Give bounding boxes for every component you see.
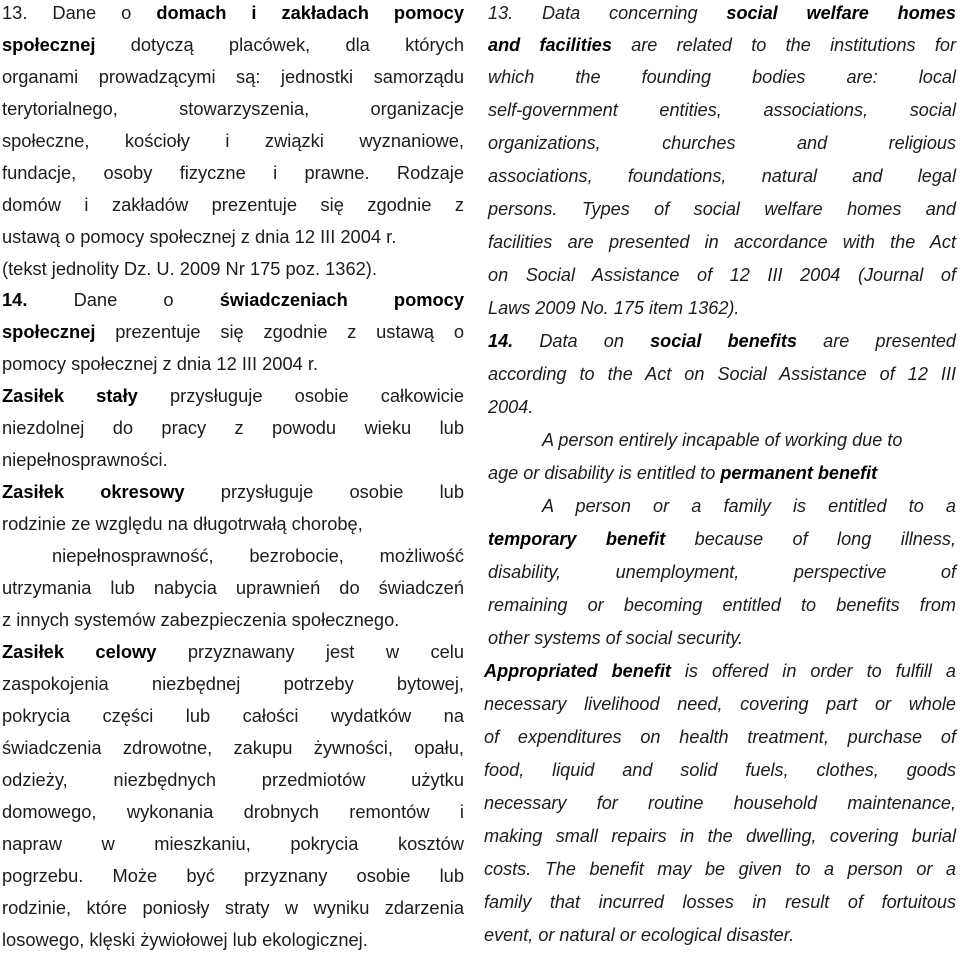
text-run: disability, unemployment, perspective of <box>488 562 956 582</box>
text-run: pokrycia części lub całości wydatków na <box>2 705 464 726</box>
bold-term: Zasiłek celowy <box>2 641 157 662</box>
text-run: losowego, klęski żywiołowej lub ekologicznej. <box>2 929 368 950</box>
text-run: 13. Dane o <box>2 2 157 23</box>
text-line <box>2 860 464 892</box>
text-run: organami prowadzącymi są: jednostki samorządu <box>2 66 464 87</box>
bold-term: 14. <box>2 289 28 310</box>
text-run: 13. Data concerning <box>488 3 727 23</box>
text-run: przysługuje osobie całkowicie <box>137 385 464 406</box>
text-line <box>488 193 956 225</box>
text-line <box>2 508 363 540</box>
bold-term: świadczeniach pomocy <box>219 289 464 310</box>
text-line <box>52 540 464 572</box>
text-run: przysługuje osobie lub <box>184 481 464 502</box>
text-line <box>2 924 368 956</box>
text-run: on Social Assistance of 12 III 2004 (Journal of <box>488 265 956 285</box>
text-line <box>2 29 464 61</box>
text-line <box>484 754 956 786</box>
text-run: niezdolnej do pracy z powodu wieku lub <box>2 417 464 438</box>
text-run: other systems of social security. <box>488 628 744 648</box>
text-run: because of long illness, <box>665 529 957 549</box>
text-run: is offered in order to fulfill a <box>670 661 956 681</box>
text-run: necessary for routine household maintenance, <box>484 793 956 813</box>
text-line <box>2 732 464 764</box>
text-line <box>488 556 956 588</box>
text-run: A person entirely incapable of working due to <box>542 430 903 450</box>
text-line <box>2 604 399 636</box>
text-line <box>488 622 743 654</box>
text-run: according to the Act on Social Assistance of 12 III <box>488 364 956 384</box>
text-run: pogrzebu. Może być przyznany osobie lub <box>2 865 464 886</box>
bold-term: Zasiłek stały <box>2 385 138 406</box>
text-run: are presented <box>796 331 956 351</box>
text-line <box>488 358 956 390</box>
text-run: z innych systemów zabezpieczenia społecznego. <box>2 609 400 630</box>
text-run: food, liquid and solid fuels, clothes, goods <box>484 760 956 780</box>
text-line <box>2 700 464 732</box>
text-run: persons. Types of social welfare homes and <box>488 199 956 219</box>
text-line <box>542 424 902 456</box>
text-line <box>542 490 956 522</box>
text-line <box>2 253 377 285</box>
text-line <box>488 29 956 61</box>
text-run: 2004. <box>488 397 534 417</box>
text-run: rodzinie, które poniosły straty w wyniku zdarzenia <box>2 897 464 918</box>
text-run: Laws 2009 No. 175 item 1362). <box>488 298 740 318</box>
text-line <box>484 886 956 918</box>
text-run: A person or a family is entitled to a <box>542 496 956 516</box>
text-run: odzieży, niezbędnych przedmiotów użytku <box>2 769 464 790</box>
text-line <box>2 892 464 924</box>
text-run: of expenditures on health treatment, purchase of <box>484 727 956 747</box>
text-run: utrzymania lub nabycia uprawnień do świadczeń <box>2 577 464 598</box>
text-line <box>484 721 956 753</box>
text-line <box>488 160 956 192</box>
text-run: self-government entities, associations, social <box>488 100 956 120</box>
text-line <box>2 189 464 221</box>
bold-term: social welfare homes <box>726 3 956 23</box>
bold-term: 14. <box>488 331 514 351</box>
text-run: domowego, wykonania drobnych remontów i <box>2 801 464 822</box>
text-line <box>2 157 464 189</box>
text-run: remaining or becoming entitled to benefits from <box>488 595 956 615</box>
text-line <box>488 391 533 423</box>
bold-term: Appropriated benefit <box>484 661 671 681</box>
text-run: domów i zakładów prezentuje się zgodnie z <box>2 194 464 215</box>
bold-term: permanent benefit <box>720 463 878 483</box>
text-line <box>488 259 956 291</box>
text-line <box>488 127 956 159</box>
text-run: zaspokojenia niezbędnej potrzeby bytowej, <box>2 673 464 694</box>
text-line <box>488 292 739 324</box>
text-line <box>488 325 956 357</box>
text-line <box>2 828 464 860</box>
text-line <box>484 853 956 885</box>
text-run: which the founding bodies are: local <box>488 67 956 87</box>
text-line <box>488 94 956 126</box>
text-line <box>484 655 956 687</box>
text-run: pomocy społecznej z dnia 12 III 2004 r. <box>2 353 319 374</box>
text-run: niepełnosprawność, bezrobocie, możliwość <box>52 545 464 566</box>
bold-term: temporary benefit <box>488 529 666 549</box>
text-line <box>488 457 877 489</box>
text-line <box>2 125 464 157</box>
text-run: necessary livelihood need, covering part or whole <box>484 694 956 714</box>
text-line <box>484 787 956 819</box>
text-line <box>2 572 464 604</box>
text-run: dotyczą placówek, dla których <box>95 34 464 55</box>
text-run: niepełnosprawności. <box>2 449 168 470</box>
bold-term: domach i zakładach pomocy <box>156 2 464 23</box>
text-run: rodzinie ze względu na długotrwałą chorobę, <box>2 513 363 534</box>
text-line <box>2 93 464 125</box>
text-line <box>2 444 168 476</box>
text-run: facilities are presented in accordance with the Act <box>488 232 956 252</box>
text-line <box>2 0 464 29</box>
text-line <box>484 688 956 720</box>
text-line <box>488 226 956 258</box>
text-run: przyznawany jest w celu <box>156 641 464 662</box>
text-run: społeczne, kościoły i związki wyznaniowe, <box>2 130 464 151</box>
text-line <box>488 589 956 621</box>
bold-term: and facilities <box>488 35 612 55</box>
text-line <box>2 380 464 412</box>
text-line <box>2 316 464 348</box>
text-run: organizations, churches and religious <box>488 133 956 153</box>
text-run: terytorialnego, stowarzyszenia, organizacje <box>2 98 464 119</box>
text-line <box>2 61 464 93</box>
text-run: costs. The benefit may be given to a person or a <box>484 859 956 879</box>
bold-term: Zasiłek okresowy <box>2 481 185 502</box>
text-line <box>2 796 464 828</box>
text-run: prezentuje się zgodnie z ustawą o <box>95 321 464 342</box>
text-line <box>488 61 956 93</box>
text-run: associations, foundations, natural and legal <box>488 166 956 186</box>
text-run: are related to the institutions for <box>611 35 957 55</box>
text-run: świadczenia zdrowotne, zakupu żywności, opału, <box>2 737 464 758</box>
text-run: ustawą o pomocy społecznej z dnia 12 III 2004 r. <box>2 226 397 247</box>
text-line <box>2 348 318 380</box>
text-run: age or disability is entitled to <box>488 463 721 483</box>
text-line <box>484 820 956 852</box>
text-line <box>2 668 464 700</box>
text-run: family that incurred losses in result of fortuitous <box>484 892 956 912</box>
text-line <box>2 412 464 444</box>
text-line <box>488 0 956 29</box>
bold-term: społecznej <box>2 34 96 55</box>
text-run: (tekst jednolity Dz. U. 2009 Nr 175 poz. 1362). <box>2 258 377 279</box>
text-run: fundacje, osoby fizyczne i prawne. Rodzaje <box>2 162 464 183</box>
text-run: napraw w mieszkaniu, pokrycia kosztów <box>2 833 464 854</box>
text-line <box>488 523 956 555</box>
text-run: making small repairs in the dwelling, covering burial <box>484 826 956 846</box>
text-run: event, or natural or ecological disaster. <box>484 925 795 945</box>
text-run: Dane o <box>27 289 220 310</box>
text-line <box>2 764 464 796</box>
text-line <box>2 284 464 316</box>
bold-term: społecznej <box>2 321 96 342</box>
bold-term: social benefits <box>650 331 797 351</box>
text-run: Data on <box>513 331 651 351</box>
text-line <box>2 636 464 668</box>
text-line <box>484 919 794 951</box>
text-line <box>2 476 464 508</box>
text-line <box>2 221 396 253</box>
